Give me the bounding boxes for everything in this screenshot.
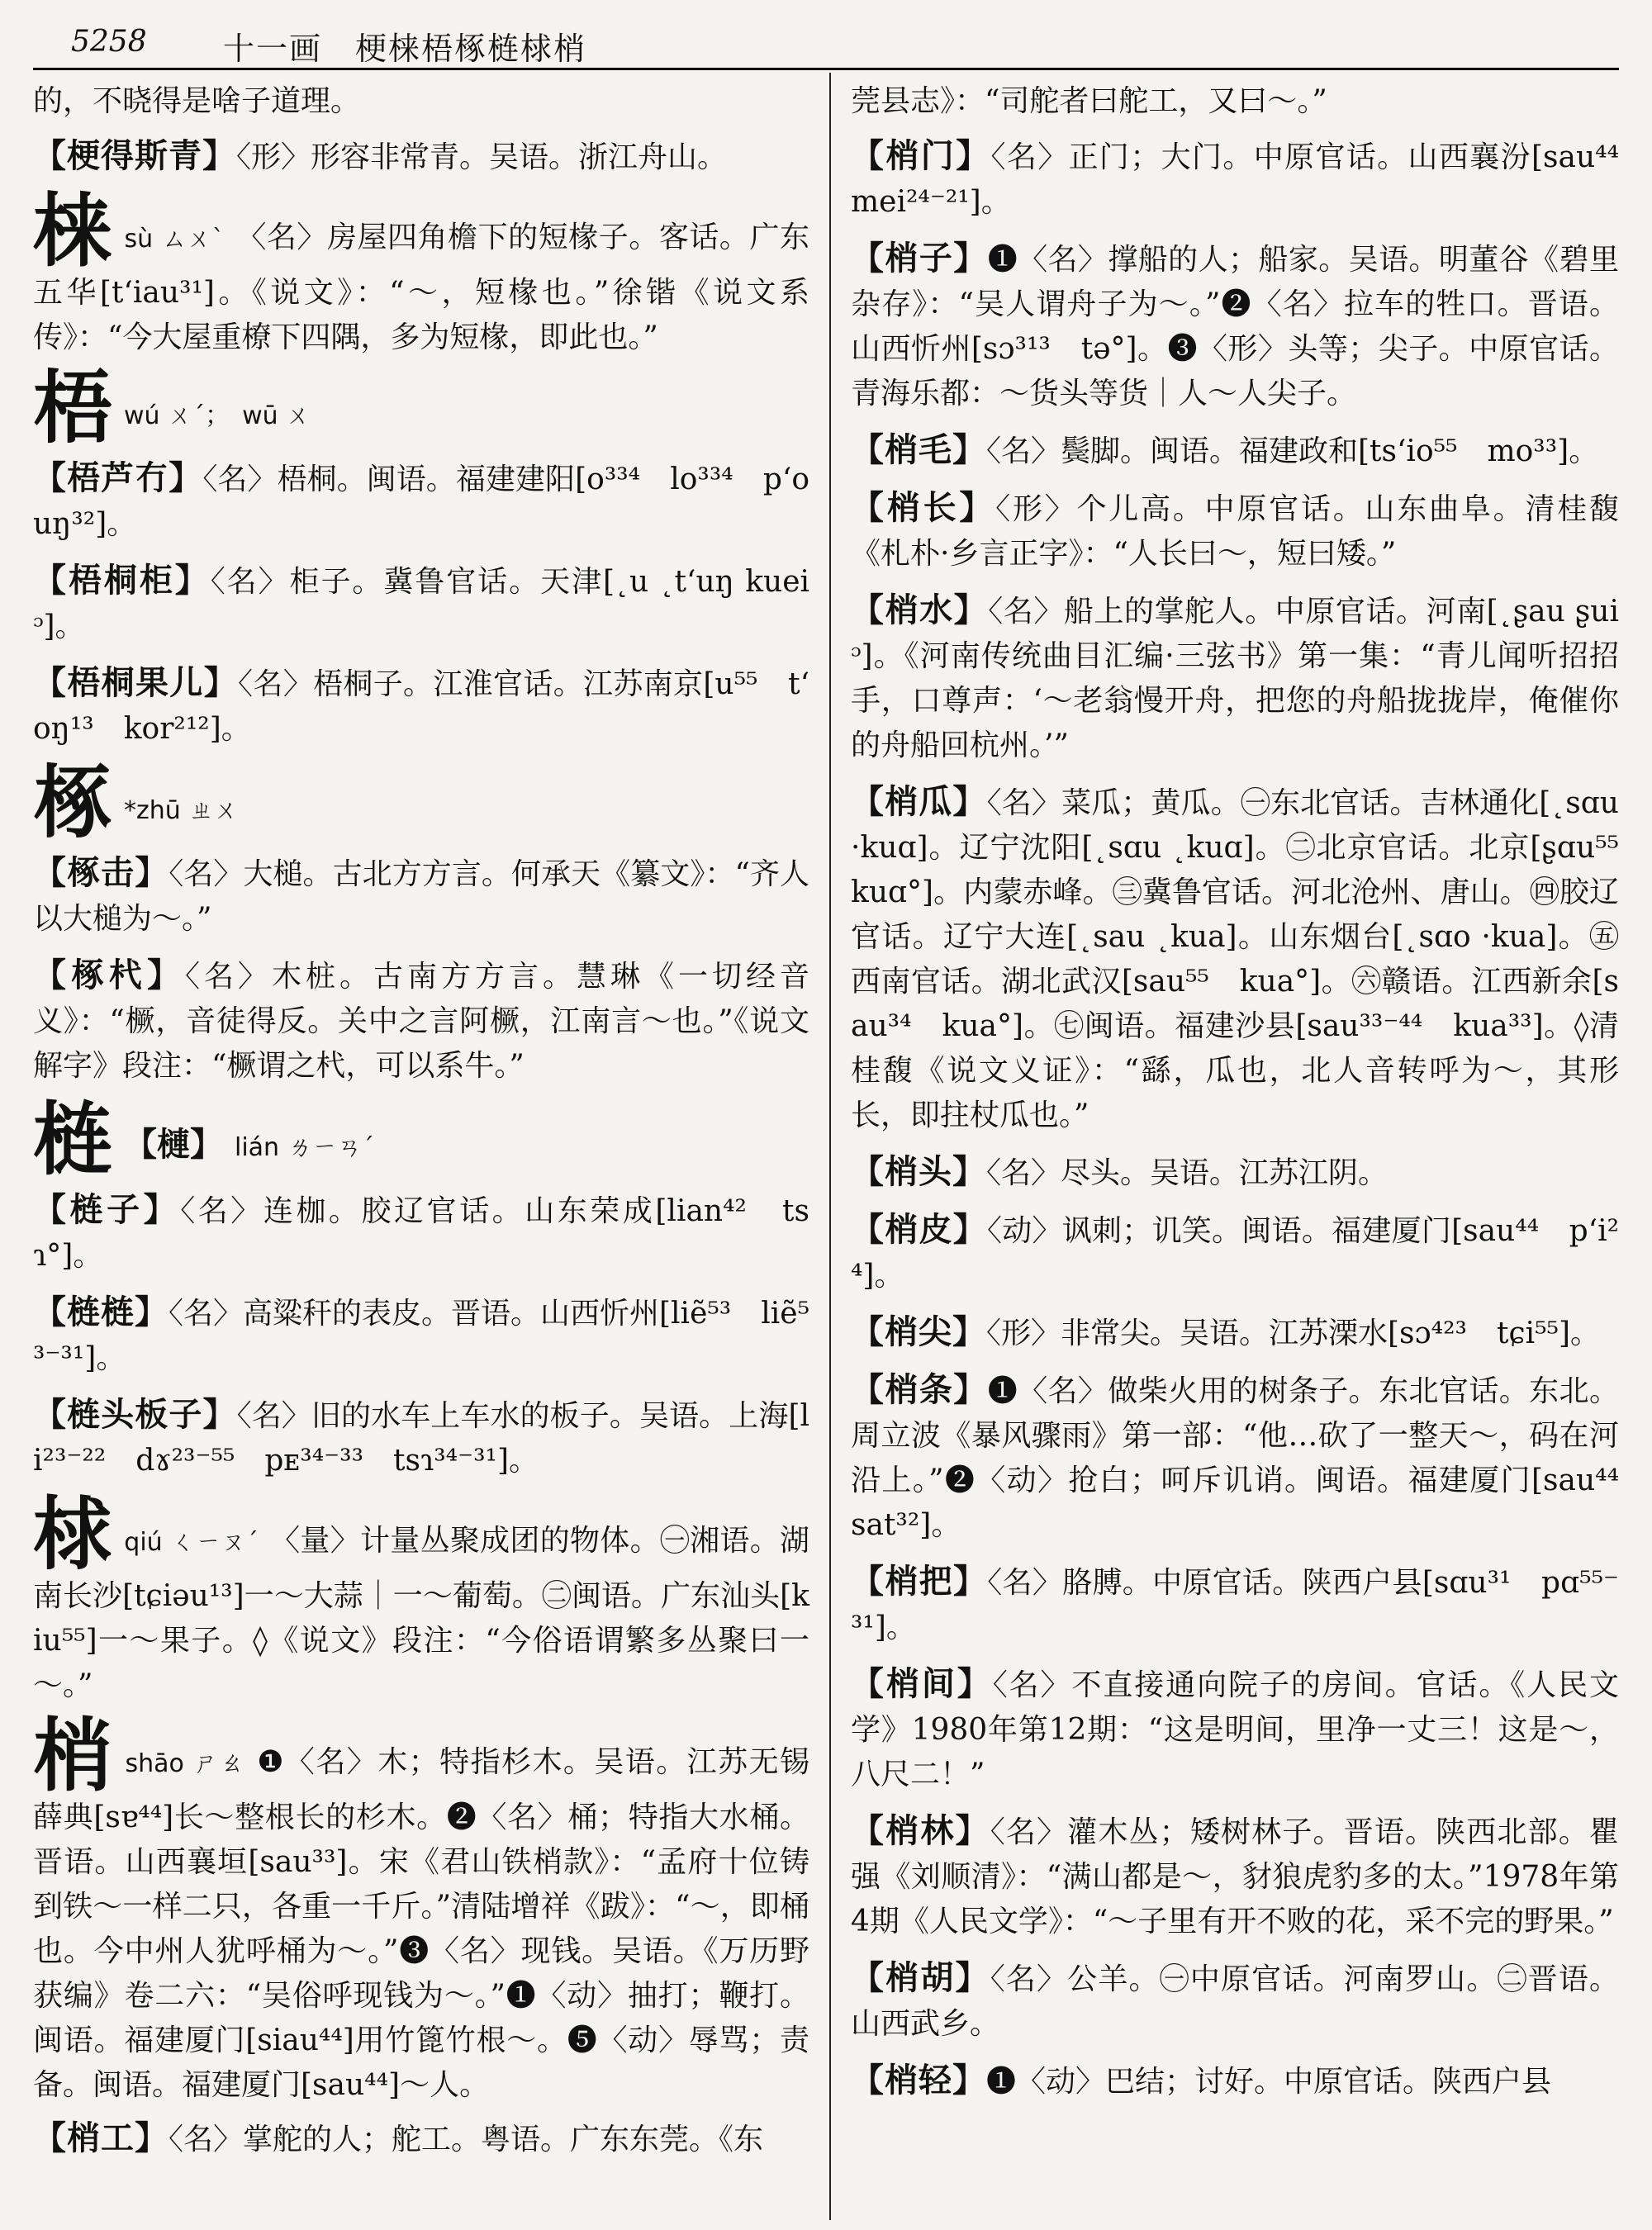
headword: 【梢轻】 bbox=[851, 2061, 986, 2100]
headword: 【梿头板子】 bbox=[33, 1395, 237, 1434]
continued-text: 莞县志》：“司舵者曰舵工，又曰～。” bbox=[851, 84, 1327, 118]
entry-shao-hu bbox=[851, 1956, 1619, 2047]
entry-geng-de-si-qing bbox=[33, 134, 809, 180]
page-header bbox=[33, 15, 1619, 68]
entry-lian-tou-ban-zi bbox=[33, 1393, 809, 1483]
definition: 〈名〉木桩。古南方方言。慧琳《一切经音义》：“橛，音徒得反。关中之言阿橛，江南言～也。”《说文解字》段注：“橛谓之杙，可以系牛。” bbox=[33, 960, 809, 1083]
definition: 〈名〉尽头。吴语。江苏江阴。 bbox=[986, 1156, 1389, 1190]
entry-shao-men bbox=[851, 134, 1650, 225]
entry-shao-zi bbox=[851, 236, 1619, 416]
definition: 〈名〉船上的掌舵人。中原官话。河南[˛ʂau ʂuiᵓ]。《河南传统曲目汇编·三弦书》第一集：“青儿闻听招招手，口尊声：‘～老翁慢开舟，把您的舟船拢拢岸，俺催你的舟船回杭州。’” bbox=[851, 595, 1620, 762]
entry-shao-jian bbox=[851, 1310, 1619, 1356]
headword: 【梧芦冇】 bbox=[33, 458, 203, 497]
entry-wu-tong-gui bbox=[33, 558, 809, 649]
headword: 【梗得斯青】 bbox=[33, 136, 236, 175]
headword: 【梧桐果儿】 bbox=[33, 663, 239, 702]
char-entry-lian bbox=[33, 1093, 809, 1186]
headword: 【梢门】 bbox=[851, 136, 991, 175]
definition: 〈名〉梧桐。闽语。福建建阳[o³³⁴ lo³³⁴ pʻouŋ³²]。 bbox=[33, 463, 809, 541]
definition: 〈名〉旧的水车上车水的板子。吴语。上海[li²³⁻²² dɤ²³⁻⁵⁵ pᴇ³⁴⁻³³ tsɿ³⁴⁻³¹]。 bbox=[33, 1399, 810, 1478]
headword: 【梢工】 bbox=[33, 2118, 169, 2157]
entry-shao-qing bbox=[851, 2058, 1619, 2104]
definition: 〈形〉个儿高。中原官话。山东曲阜。清桂馥《札朴·乡言正字》：“人长曰～，短曰矮。” bbox=[851, 492, 1620, 571]
head-character: 梢 bbox=[33, 1709, 114, 1802]
headword: 【梿子】 bbox=[33, 1190, 181, 1229]
definition: 〈名〉不直接通向院子的房间。官话。《人民文学》1980年第12期：“这是明间，里净一丈三！这是～，八尺二！” bbox=[851, 1668, 1620, 1791]
head-character: 梂 bbox=[33, 1487, 113, 1581]
headword: 【梢林】 bbox=[851, 1811, 990, 1850]
definition: 〈名〉胳膊。中原官话。陕西户县[sɑu³¹ pɑ⁵⁵⁻³¹]。 bbox=[851, 1566, 1620, 1644]
definition: 〈名〉房屋四角檐下的短椽子。客话。广东五华[tʻiau³¹]。《说文》：“～，短椽也。”徐锴《说文系传》：“今大屋重橑下四隅，多为短椽，即此也。” bbox=[33, 221, 810, 354]
entry-shao-chang bbox=[851, 486, 1619, 576]
head-character: 梾 bbox=[33, 184, 113, 278]
entry-zhuo-ji bbox=[33, 851, 809, 942]
headword: 【梢毛】 bbox=[851, 430, 986, 469]
definition: 〈名〉正门；大门。中原官话。山西襄汾[sau⁴⁴ mei²⁴⁻²¹]。 bbox=[851, 140, 1650, 219]
zhuyin: ㄌㄧㄢˊ bbox=[287, 1133, 375, 1162]
left-column bbox=[33, 79, 809, 2174]
head-character: 梿 bbox=[33, 1093, 112, 1186]
entry-shao-lin bbox=[851, 1809, 1619, 1944]
entry-shao-mao bbox=[851, 428, 1619, 474]
headword: 【椓杙】 bbox=[33, 956, 185, 994]
headword: 【梢胡】 bbox=[851, 1958, 990, 1997]
headword: 【梢尖】 bbox=[851, 1312, 986, 1351]
definition: ❶〈名〉做柴火用的树条子。东北官话。东北。周立波《暴风骤雨》第一部：“他…砍了一整天～，码在河沿上。”❷〈动〉抢白；呵斥讥诮。闽语。福建厦门[sau⁴⁴ sat³²]。 bbox=[851, 1374, 1650, 1542]
headword: 【梢把】 bbox=[851, 1562, 988, 1601]
head-character: 椓 bbox=[33, 756, 112, 849]
zhuyin: ㄓㄨ bbox=[188, 796, 239, 825]
entry-shao-gong bbox=[33, 2116, 809, 2162]
pinyin: shāo bbox=[125, 1749, 184, 1778]
head-character: 梧 bbox=[33, 361, 112, 454]
zhuyin: ㄙㄨˋ bbox=[161, 225, 225, 254]
pinyin: *zhū bbox=[124, 796, 181, 825]
definition: 〈名〉掌舵的人；舵工。粤语。广东东莞。《东 bbox=[169, 2123, 764, 2156]
entry-shao-pi bbox=[851, 1208, 1619, 1298]
definition: ❶〈动〉巴结；讨好。中原官话。陕西户县 bbox=[986, 2065, 1552, 2099]
headword: 【梢水】 bbox=[851, 591, 989, 629]
char-entry-qiu bbox=[33, 1487, 810, 1708]
headword: 【梿梿】 bbox=[33, 1293, 169, 1331]
headword: 【梧桐柜】 bbox=[33, 561, 211, 600]
page-number: 5258 bbox=[71, 25, 147, 59]
running-head: 十一画 梗梾梧椓梿梂梢 bbox=[223, 31, 587, 67]
zhuyin: ㄕㄠ bbox=[192, 1749, 246, 1778]
definition: 〈名〉柜子。冀鲁官话。天津[˛u ˛tʻuŋ kueiᵓ]。 bbox=[33, 565, 810, 643]
definition: 〈名〉菜瓜；黄瓜。㊀东北官话。吉林通化[˛sɑu ·kuɑ]。辽宁沈阳[˛sɑu ˛kuɑ]。㊁北京官话。北京[ʂɑu⁵⁵ kuɑ°]。内蒙赤峰。㊂冀鲁官话。河北沧州、唐山。㊃胶辽官话。辽宁大连[˛sau ˛kua]。山东烟台[˛sɑo ·kua]。㊄西南官话。湖北武汉[sau⁵⁵ kua°]。㊅赣语。江西新余[sau³⁴ kua°]。㊆闽语。福建沙县[sau³³⁻⁴⁴ kua³³]。◊清桂馥《说文义证》：“繇，瓜也，北人音转呼为～，其形长，即拄杖瓜也。” bbox=[851, 786, 1650, 1132]
headword: 【椓击】 bbox=[33, 853, 169, 892]
entry-shao-tiao bbox=[851, 1368, 1650, 1548]
pinyin: wú ㄨˊ； wū ㄨ bbox=[124, 401, 311, 430]
column-divider bbox=[829, 73, 831, 2220]
headword: 【梢子】 bbox=[851, 239, 988, 278]
entry-wu-tong-guo-er bbox=[33, 661, 809, 752]
char-entry-shao bbox=[33, 1709, 810, 2108]
definition: 〈名〉灌木丛；矮树林子。晋语。陕西北部。瞿强《刘顺清》：“满山都是～，豺狼虎豹多的太。”1978年第4期《人民文学》：“～子里有开不败的花，采不完的野果。” bbox=[851, 1815, 1620, 1938]
continued-text: 的，不晓得是啥子道理。 bbox=[33, 84, 361, 118]
headword: 【梢皮】 bbox=[851, 1210, 988, 1249]
definition: 〈量〉计量丛聚成团的物体。㊀湘语。湖南长沙[tɕiəu¹³]一～大蒜｜一～葡萄。㊁闽语。广东汕头[kiu⁵⁵]一～果子。◊《说文》段注：“今俗语谓繁多丛聚曰一～。” bbox=[33, 1524, 810, 1702]
zhuyin: ㄑㄧㄡˊ bbox=[170, 1528, 259, 1557]
definition: ❶〈名〉木；特指杉木。吴语。江苏无锡薛典[sɐ⁴⁴]长～整根长的杉木。❷〈名〉桶；特指大水桶。晋语。山西襄垣[sau³³]。宋《君山铁梢款》：“孟府十位铸到铁～一样二只，各重一千斤。”清陆增祥《跋》：“～，即桶也。今中州人犹呼桶为～。”❸〈名〉现钱。吴语。《万历野获编》卷二六：“吴俗呼现钱为～。”❶〈动〉抽打；鞭打。闽语。福建厦门[siau⁴⁴]用竹篦竹根～。❺〈动〉辱骂；责备。闽语。福建厦门[sau⁴⁴]～人。 bbox=[33, 1745, 810, 2102]
variant-character: 【槤】 bbox=[124, 1125, 223, 1164]
headword: 【梢头】 bbox=[851, 1152, 986, 1191]
char-entry-wu bbox=[33, 361, 809, 454]
headword: 【梢瓜】 bbox=[851, 782, 987, 821]
entry-shao-ba bbox=[851, 1559, 1619, 1650]
headword: 【梢间】 bbox=[851, 1664, 993, 1703]
entry-shao-shui bbox=[851, 588, 1619, 768]
definition: 〈形〉形容非常青。吴语。浙江舟山。 bbox=[236, 140, 728, 174]
definition: ❶〈名〉撑船的人；船家。吴语。明董谷《碧里杂存》：“吴人谓舟子为～。”❷〈名〉拉车的牲口。晋语。山西忻州[sɔ³¹³ tə°]。❸〈形〉头等；尖子。中原官话。青海乐都：～货头等货｜人～人尖子。 bbox=[851, 243, 1620, 410]
definition: 〈名〉梧桐子。江淮官话。江苏南京[u⁵⁵ tʻoŋ¹³ kor²¹²]。 bbox=[33, 667, 810, 746]
definition: 〈形〉非常尖。吴语。江苏溧水[sɔ⁴²³ tɕi⁵⁵]。 bbox=[986, 1317, 1601, 1350]
entry-shao-jian2 bbox=[851, 1662, 1619, 1797]
definition: 〈名〉大槌。古北方方言。何承天《纂文》：“齐人以大槌为～。” bbox=[33, 857, 810, 936]
right-column bbox=[851, 79, 1650, 2116]
definition: 〈动〉讽刺；讥笑。闽语。福建厦门[sau⁴⁴ pʻi²⁴]。 bbox=[851, 1214, 1620, 1293]
pinyin: lián bbox=[235, 1133, 280, 1162]
entry-zhuo-yi bbox=[33, 953, 809, 1089]
entry-lian-lian bbox=[33, 1290, 809, 1381]
entry-shao-gua bbox=[851, 780, 1650, 1138]
definition: 〈名〉鬓脚。闽语。福建政和[tsʻio⁵⁵ mo³³]。 bbox=[986, 434, 1599, 468]
headword: 【梢条】 bbox=[851, 1370, 988, 1409]
pinyin: qiú bbox=[124, 1528, 163, 1557]
definition: 〈名〉连枷。胶辽官话。山东荣成[lian⁴² tsɿ°]。 bbox=[33, 1194, 809, 1273]
header-rule bbox=[33, 68, 1619, 70]
char-entry-zhuo bbox=[33, 756, 809, 849]
headword: 【梢长】 bbox=[851, 488, 996, 527]
pinyin: sù bbox=[124, 225, 154, 254]
definition: 〈名〉公羊。㊀中原官话。河南罗山。㊁晋语。山西武乡。 bbox=[851, 1962, 1620, 2041]
entry-lian-zi bbox=[33, 1188, 809, 1279]
entry-wu-lu-you bbox=[33, 456, 809, 547]
char-entry-lai bbox=[33, 184, 810, 360]
definition: 〈名〉高粱秆的表皮。晋语。山西忻州[liẽ⁵³ liẽ⁵³⁻³¹]。 bbox=[33, 1297, 810, 1375]
entry-shao-tou bbox=[851, 1150, 1619, 1196]
